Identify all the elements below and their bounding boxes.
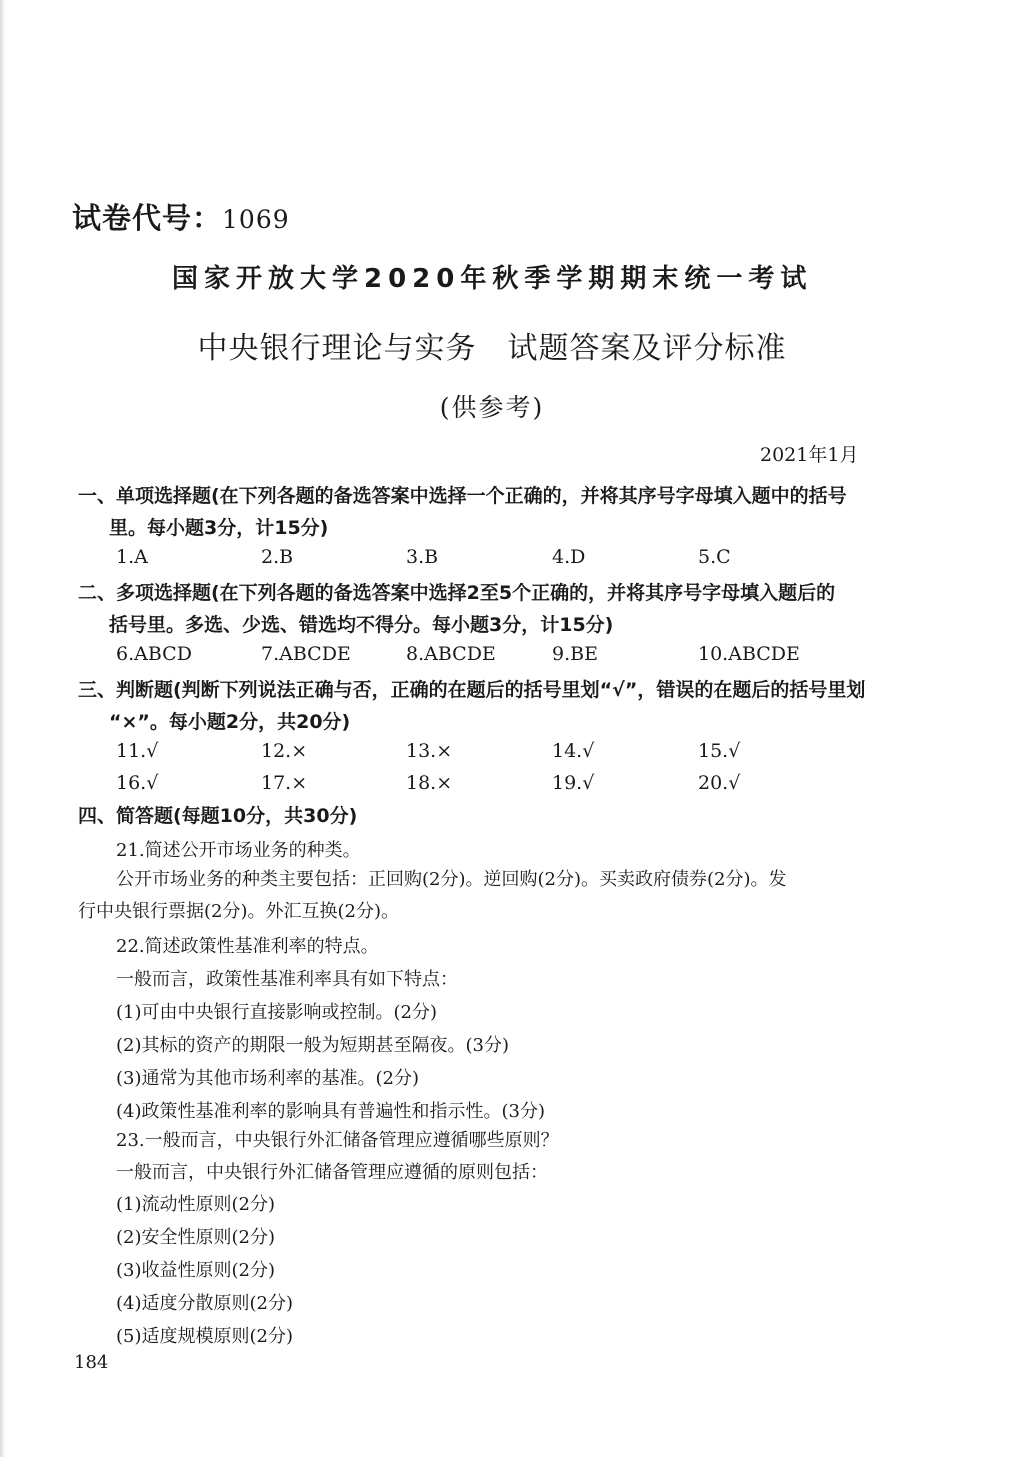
answer-22-item: (1)可由中央银行直接影响或控制。(2分) [116, 1002, 437, 1023]
answer-item: 6.ABCD [116, 643, 192, 665]
answer-21 [78, 864, 918, 928]
heading-line: 三、判断题(判断下列说法正确与否，正确的在题后的括号里划“√”，错误的在题后的括号里划 [78, 679, 866, 701]
answer-item: 13.× [406, 740, 453, 762]
exam-code [72, 196, 290, 237]
answer-22-item: (2)其标的资产的期限一般为短期甚至隔夜。(3分) [116, 1035, 509, 1056]
answer-line: 行中央银行票据(2分)。外汇互换(2分)。 [78, 901, 399, 922]
answer-22-item: (3)通常为其他市场利率的基准。(2分) [116, 1068, 419, 1089]
heading-line: 里。每小题3分，计15分) [109, 517, 329, 539]
answer-item: 5.C [698, 546, 731, 568]
section-multiple-choice-heading [78, 577, 914, 641]
answer-22-item: (4)政策性基准利率的影响具有普遍性和指示性。(3分) [116, 1101, 545, 1122]
answer-item: 9.BE [552, 643, 598, 665]
answer-item: 3.B [406, 546, 439, 568]
answer-item: 19.√ [552, 772, 595, 794]
answer-row-true-false-1 [116, 740, 916, 770]
section-single-choice-heading [78, 480, 914, 544]
answer-item: 20.√ [698, 772, 741, 794]
answer-item: 4.D [552, 546, 586, 568]
exam-subtitle: 中央银行理论与实务 试题答案及评分标准 [197, 331, 787, 366]
exam-code-label: 试卷代号： [72, 201, 223, 235]
answer-item: 8.ABCDE [406, 643, 496, 665]
heading-line: 一、单项选择题(在下列各题的备选答案中选择一个正确的，并将其序号字母填入题中的括号 [78, 485, 847, 507]
answer-item: 1.A [116, 546, 148, 568]
reference-note: (供参考) [439, 393, 545, 422]
exam-title: 国家开放大学2020年秋季学期期末统一考试 [172, 264, 813, 294]
answer-23-item: (2)安全性原则(2分) [116, 1227, 275, 1248]
heading-line: 括号里。多选、少选、错选均不得分。每小题3分，计15分) [109, 614, 614, 636]
answer-row-true-false-2 [116, 772, 916, 802]
answer-23-item: (1)流动性原则(2分) [116, 1194, 275, 1215]
answer-item: 18.× [406, 772, 453, 794]
answer-item: 10.ABCDE [698, 643, 800, 665]
answer-23-item: (4)适度分散原则(2分) [116, 1293, 293, 1314]
scan-edge-shadow [0, 0, 6, 1457]
answer-22-intro: 一般而言，政策性基准利率具有如下特点： [116, 969, 458, 990]
answer-row-single-choice [116, 546, 916, 576]
answer-item: 11.√ [116, 740, 159, 762]
answer-item: 17.× [261, 772, 308, 794]
answer-item: 15.√ [698, 740, 741, 762]
question-23: 23.一般而言，中央银行外汇储备管理应遵循哪些原则？ [116, 1130, 559, 1151]
heading-line: “×”。每小题2分，共20分) [109, 711, 351, 733]
answer-line: 公开市场业务的种类主要包括：正回购(2分)。逆回购(2分)。买卖政府债券(2分)。发 [116, 869, 787, 890]
answer-item: 7.ABCDE [261, 643, 351, 665]
section-short-answer-heading [78, 800, 914, 832]
question-22: 22.简述政策性基准利率的特点。 [116, 936, 379, 957]
exam-date: 2021年1月 [760, 444, 859, 466]
exam-code-number: 1069 [222, 205, 290, 234]
page-number: 184 [74, 1352, 109, 1373]
answer-item: 2.B [261, 546, 294, 568]
section-true-false-heading [78, 674, 914, 738]
answer-23-item: (3)收益性原则(2分) [116, 1260, 275, 1281]
answer-row-multiple-choice [116, 643, 916, 673]
answer-23-intro: 一般而言，中央银行外汇储备管理应遵循的原则包括： [116, 1162, 548, 1183]
answer-item: 14.√ [552, 740, 595, 762]
answer-23-item: (5)适度规模原则(2分) [116, 1326, 293, 1347]
answer-item: 12.× [261, 740, 308, 762]
question-21: 21.简述公开市场业务的种类。 [116, 840, 361, 861]
heading-line: 四、简答题(每题10分，共30分) [78, 805, 358, 827]
heading-line: 二、多项选择题(在下列各题的备选答案中选择2至5个正确的，并将其序号字母填入题后的 [78, 582, 836, 604]
answer-item: 16.√ [116, 772, 159, 794]
